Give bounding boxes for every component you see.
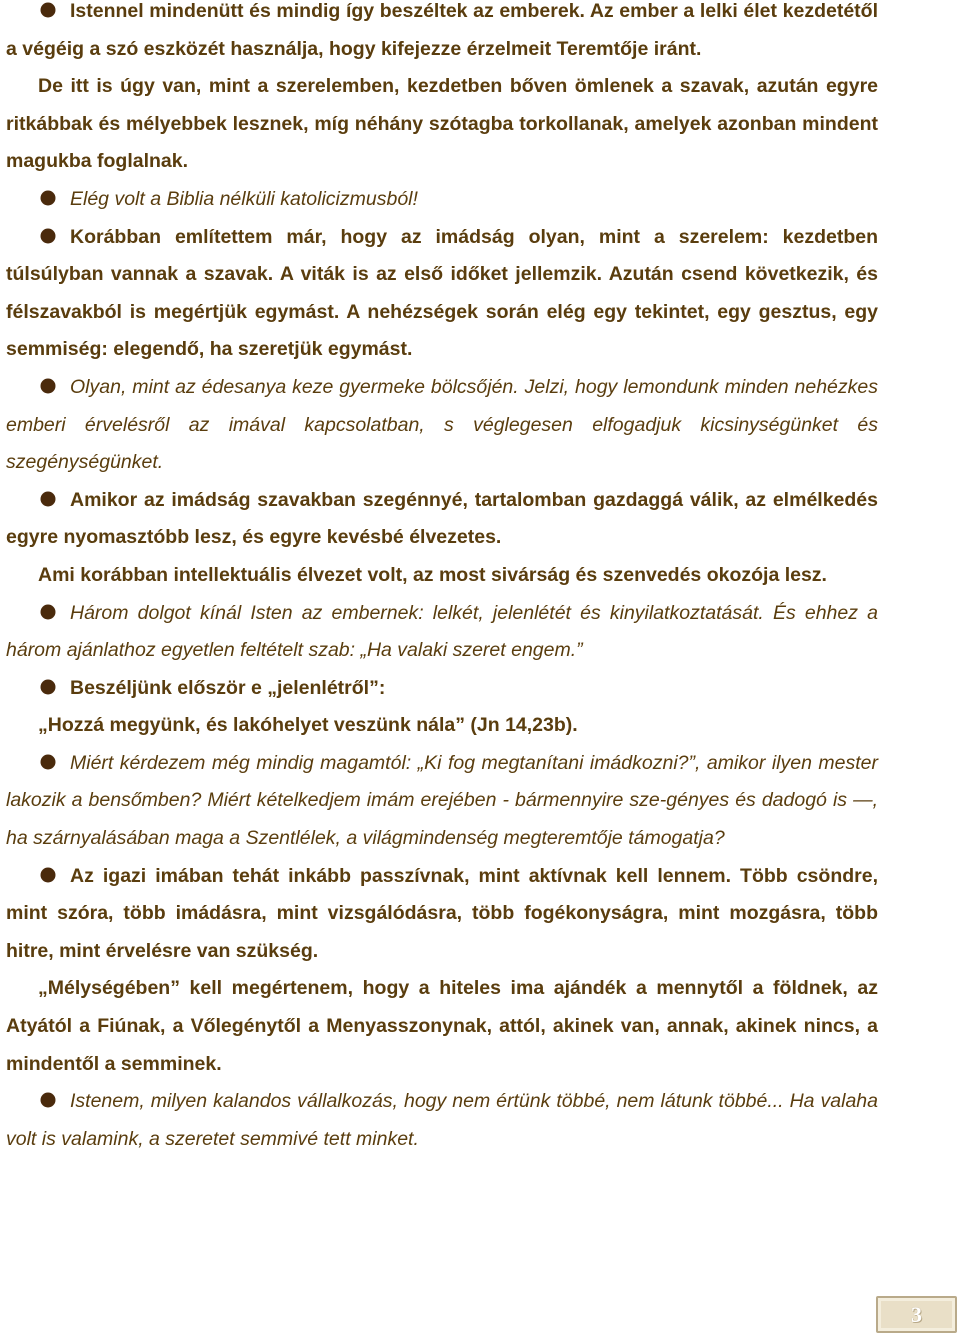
bullet-icon xyxy=(40,228,56,244)
paragraph-8 xyxy=(6,595,878,670)
paragraph-14-text: Istenem, milyen kalandos vállalkozás, hogy nem értünk többé, nem látunk többé... Ha valaha volt is valamink, a szeretet semmivé tett minket. xyxy=(6,1090,878,1150)
paragraph-9 xyxy=(6,670,878,708)
paragraph-2-text: De itt is úgy van, mint a szerelemben, kezdetben bőven ömlenek a szavak, azután egyre ritkábbak és mélyebbek lesznek, míg néhány szótagba torkollanak, amelyek azonban mindent magukba foglalnak. xyxy=(6,75,878,173)
paragraph-13 xyxy=(6,970,878,1083)
paragraph-5-text-b: Jelzi, hogy lemondunk minden nehézkes emberi érvelésről az imával kapcsolatban, s véglegesen elfogadjuk kicsinységünket és szegénységünket. xyxy=(6,375,878,474)
page-number: 3 xyxy=(911,1302,922,1327)
paragraph-12-text: Az igazi imában tehát inkább passzívnak, mint aktívnak kell lennem. Több csöndre, mint szóra, több imádásra, mint vizsgálódásra, több fogékonyságra, mint mozgásra, több hitre, mint érvelésre van szükség. xyxy=(6,864,878,962)
paragraph-2 xyxy=(6,68,878,181)
paragraph-4 xyxy=(6,219,878,369)
paragraph-9-text: Beszéljünk először e „jelenlétről”: xyxy=(70,676,386,699)
page-number-badge xyxy=(876,1296,957,1333)
paragraph-5-text-a: Olyan, mint az édesanya keze gyermeke bölcsőjén. xyxy=(70,375,519,398)
bullet-icon xyxy=(40,604,56,620)
paragraph-5 xyxy=(6,369,878,482)
paragraph-6-text: Amikor az imádság szavakban szegénnyé, tartalomban gazdaggá válik, az elmélkedés egyre nyomasztóbb lesz, és egyre kevésbé élvezetes. xyxy=(6,488,878,549)
paragraph-3 xyxy=(6,181,878,219)
paragraph-7 xyxy=(6,557,878,595)
paragraph-14 xyxy=(6,1083,878,1158)
paragraph-1-text: Istennel mindenütt és mindig így beszéltek az emberek. Az ember a lelki élet kezdetétől a végéig a szó eszközét használja, hogy kifejezze érzelmeit Teremtője iránt. xyxy=(6,0,878,60)
paragraph-10-text: „Hozzá megyünk, és lakóhelyet veszünk nála” (Jn 14,23b). xyxy=(38,714,578,737)
paragraph-4-text: Korábban említettem már, hogy az imádság olyan, mint a szerelem: kezdetben túlsúlyban vannak a szavak. A viták is az első időket jellemzik. Azután csend következik, és félszavakból is megértjük egymást. A nehézségek során elég egy tekintet, egy gesztus, egy semmiség: elegendő, ha szeretjük egymást. xyxy=(6,225,878,361)
paragraph-3-text: Elég volt a Biblia nélküli katolicizmusból! xyxy=(70,187,418,210)
paragraph-13-text: „Mélységében” kell megértenem, hogy a hiteles ima ajándék a mennytől a földnek, az Atyától a Fiúnak, a Vőlegénytől a Menyasszonynak, attól, akinek van, annak, akinek nincs, a mindentől a semminek. xyxy=(6,977,878,1075)
bullet-icon xyxy=(40,2,56,18)
bullet-icon xyxy=(40,679,56,695)
paragraph-11-text: Miért kérdezem még mindig magamtól: „Ki fog megtanítani imádkozni?”, amikor ilyen mester lakozik a bensőmben? Miért kételkedjem imám erejében - bármennyire sze-gényes és dadogó is —, ha szárnyalásában maga a Szentlélek, a világmindenség megteremtője támogatja? xyxy=(6,751,878,850)
paragraph-7-text: Ami korábban intellektuális élvezet volt, az most sivárság és szenvedés okozója lesz. xyxy=(38,563,827,586)
paragraph-10-quote xyxy=(6,707,878,745)
paragraph-8-text: Három dolgot kínál Isten az embernek: lelkét, jelenlétét és kinyilatkoztatását. És ehhez a három ajánlathoz egyetlen feltételt szab: „Ha valaki szeret engem.” xyxy=(6,601,878,662)
bullet-icon xyxy=(40,378,56,394)
document-body xyxy=(6,0,878,1158)
bullet-icon xyxy=(40,491,56,507)
paragraph-11 xyxy=(6,745,878,858)
bullet-icon xyxy=(40,754,56,770)
paragraph-12 xyxy=(6,858,878,971)
bullet-icon xyxy=(40,867,56,883)
paragraph-6 xyxy=(6,482,878,557)
bullet-icon xyxy=(40,190,56,206)
paragraph-1 xyxy=(6,0,878,68)
bullet-icon xyxy=(40,1092,56,1108)
